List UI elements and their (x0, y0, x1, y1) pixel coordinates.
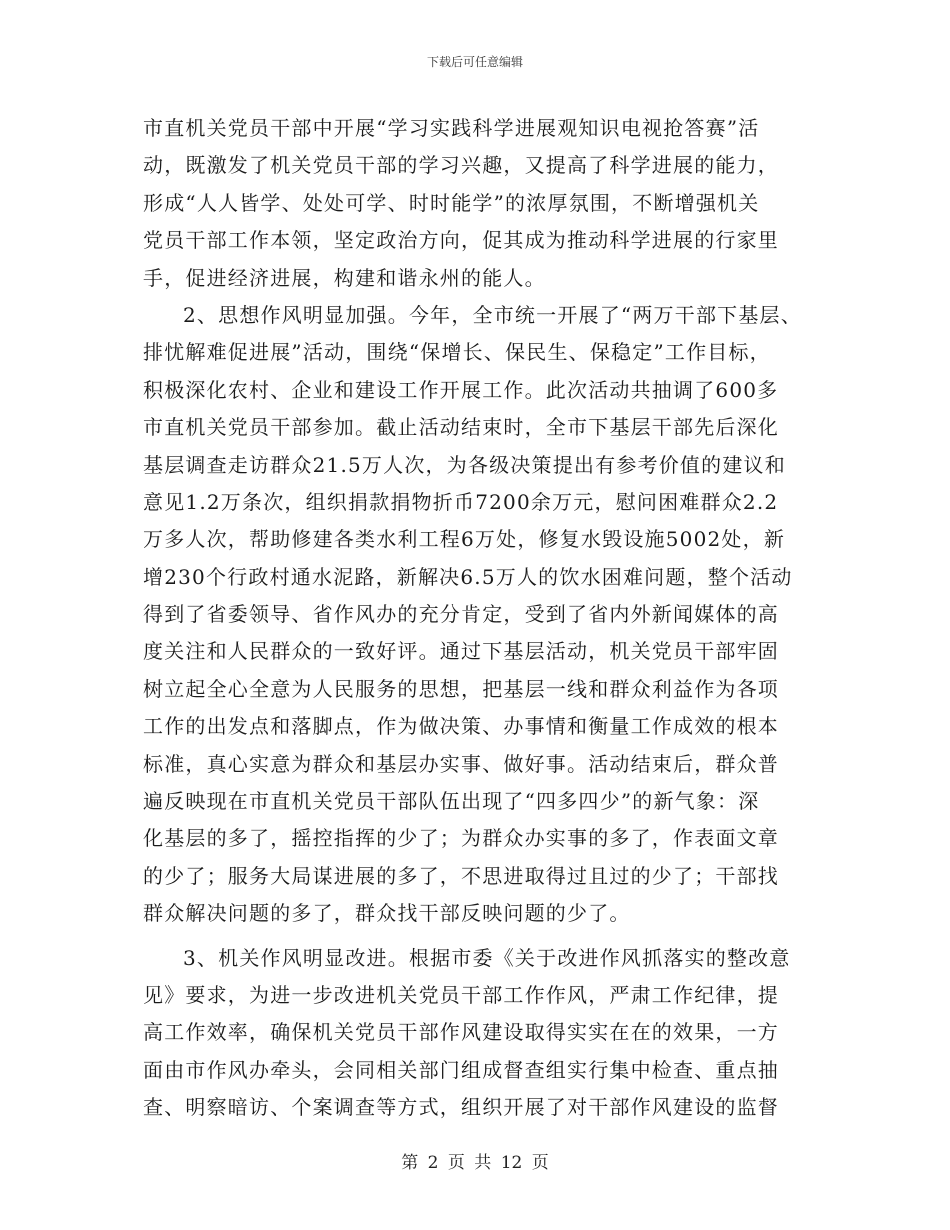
text-line: 市直机关党员干部中开展“学习实践科学进展观知识电视抢答赛”活 (143, 116, 760, 140)
text-line: 增230个行政村通水泥路，新解决6.5万人的饮水困难问题，整个活动 (143, 564, 793, 589)
text-line: 万多人次，帮助修建各类水利工程6万处，修复水毁设施5002处，新 (143, 527, 786, 552)
text-line: 形成“人人皆学、处处可学、时时能学”的浓厚氛围，不断增强机关 (143, 190, 760, 215)
text-line: 2、思想作风明显加强。今年，全市统一开展了“两万干部下基层、 (183, 302, 802, 327)
page-header: 下载后可任意编辑 (426, 55, 523, 69)
text-line: 市直机关党员干部参加。截止活动结束时，全市下基层干部先后深化 (143, 415, 779, 440)
text-line: 党员干部工作本领，坚定政治方向，促其成为推动科学进展的行家里 (143, 228, 779, 253)
text-line: 面由市作风办牵头，会同相关部门组成督查组实行集中检查、重点抽 (143, 1057, 779, 1082)
text-line: 的少了；服务大局谋进展的多了，不思进取得过且过的少了；干部找 (143, 863, 779, 888)
text-line: 树立起全心全意为人民服务的思想，把基层一线和群众利益作为各项 (143, 676, 779, 701)
text-line: 动，既激发了机关党员干部的学习兴趣，又提高了科学进展的能力， (143, 153, 779, 178)
text-line: 得到了省委领导、省作风办的充分肯定，受到了省内外新闻媒体的高 (143, 602, 779, 627)
text-line: 基层调查走访群众21.5万人次，为各级决策提出有参考价值的建议和 (143, 452, 786, 477)
text-line: 见》要求，为进一步改进机关党员干部工作作风，严肃工作纪律，提 (143, 982, 779, 1007)
text-line: 标准，真心实意为群众和基层办实事、做好事。活动结束后，群众普 (143, 751, 779, 776)
text-line: 遍反映现在市直机关党员干部队伍出现了“四多四少”的新气象：深 (143, 789, 760, 814)
text-line: 积极深化农村、企业和建设工作开展工作。此次活动共抽调了600多 (143, 377, 779, 402)
text-line: 意见1.2万条次，组织捐款捐物折币7200余万元，慰问困难群众2.2 (143, 489, 779, 514)
text-line: 高工作效率，确保机关党员干部作风建设取得实实在在的效果，一方 (143, 1020, 779, 1045)
page-footer: 第 2 页 共 12 页 (401, 1153, 549, 1173)
text-line: 手，促进经济进展，构建和谐永州的能人。 (143, 265, 546, 290)
text-line: 群众解决问题的多了，群众找干部反映问题的少了。 (143, 901, 631, 926)
text-line: 查、明察暗访、个案调查等方式，组织开展了对干部作风建设的监督 (143, 1095, 779, 1120)
text-line: 排忧解难促进展”活动，围绕“保增长、保民生、保稳定”工作目标， (143, 340, 771, 365)
document-body (143, 110, 823, 1127)
text-line: 3、机关作风明显改进。根据市委《关于改进作风抓落实的整改意 (183, 945, 791, 970)
text-line: 工作的出发点和落脚点，作为做决策、办事情和衡量工作成效的根本 (143, 714, 779, 739)
text-line: 化基层的多了，摇控指挥的少了；为群众办实事的多了，作表面文章 (143, 826, 779, 851)
text-line: 度关注和人民群众的一致好评。通过下基层活动，机关党员干部牢固 (143, 639, 779, 664)
